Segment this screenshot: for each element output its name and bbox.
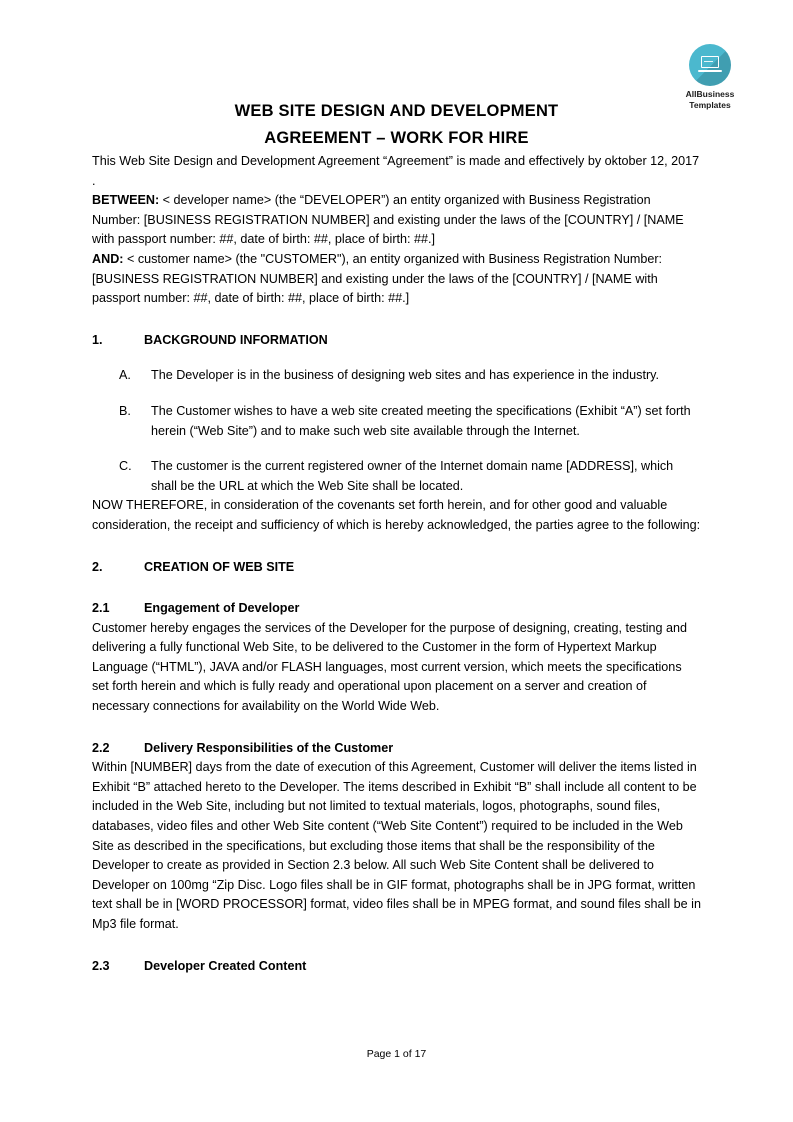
- document-body: [92, 0, 701, 976]
- between-paragraph: [92, 191, 701, 250]
- section-2-2-title: Delivery Responsibilities of the Customer: [144, 740, 394, 755]
- section-1-heading: [92, 331, 701, 351]
- section-2-3-heading: [92, 957, 701, 977]
- intro-paragraph: This Web Site Design and Development Agreement “Agreement” is made and effectively by oktober 12, 2017 .: [92, 154, 700, 188]
- section-2-3-number: 2.3: [92, 958, 110, 973]
- page-title: [92, 98, 701, 152]
- list-item-marker: A.: [119, 368, 131, 383]
- page-title-line2: AGREEMENT – WORK FOR HIRE: [264, 129, 529, 147]
- page-title-line1: WEB SITE DESIGN AND DEVELOPMENT: [234, 102, 559, 120]
- page-footer: Page 1 of 17: [366, 1048, 427, 1060]
- laptop-screen-line: [704, 61, 713, 62]
- section-2-1-title: Engagement of Developer: [144, 601, 300, 616]
- section-2-3-title: Developer Created Content: [144, 958, 307, 973]
- brand-name-line1: AllBusiness: [685, 89, 735, 99]
- list-item-text: The customer is the current registered owner of the Internet domain name [ADDRESS], which shall be the URL at which the Web Site shall be located.: [151, 459, 674, 493]
- and-text: < customer name> (the "CUSTOMER"), an entity organized with Business Registration Number: [BUSINESS REGISTRATION NUMBER] and existing under the laws of the [COUNTRY] / [NAME with passport number: ##, date of birth: ##, place of birth: ##.]: [92, 251, 663, 306]
- between-label: BETWEEN:: [92, 193, 160, 208]
- section-2-title: CREATION OF WEB SITE: [144, 559, 295, 574]
- section-2-number: 2.: [92, 559, 103, 574]
- laptop-glyph: [698, 56, 722, 74]
- now-therefore-paragraph: NOW THEREFORE, in consideration of the covenants set forth herein, and for other good and valuable consideration, the receipt and sufficiency of which is hereby acknowledged, the parties agree to the following:: [92, 498, 701, 532]
- brand-name-line2: Templates: [689, 99, 731, 110]
- between-text: < developer name> (the “DEVELOPER”) an entity organized with Business Registration Number: [BUSINESS REGISTRATION NUMBER] and existing under the laws of the [COUNTRY] / [NAME with passport number: ##, date of birth: ##, place of birth: ##.]: [92, 193, 684, 247]
- section-2-2-heading: [92, 739, 701, 759]
- section-2-2-body: Within [NUMBER] days from the date of execution of this Agreement, Customer will deliver the items listed in Exhibit “B” attached hereto to the Developer. The items described in Exhibit “B” shall include all content to be included in the Web Site, including but not limited to textual materials, logos, photographs, sound files, databases, video files and other Web Site content (“Web Site Content”) required to be included in the Web Site as described in the specifications, but excluding those items that shall be the responsibility of the Developer to create as provided in Section 2.3 below. All such Web Site Content shall be delivered to Developer on 100mg “Zip Disc. Logo files shall be in GIF format, photographs shall be in JPG format, written text shall be in [WORD PROCESSOR] format, video files shall be in MPEG format, and sound files shall be in Mp3 file format.: [92, 760, 701, 931]
- section-1-number: 1.: [92, 332, 103, 347]
- and-label: AND:: [92, 251, 124, 266]
- list-item: [92, 366, 701, 386]
- section-2-2-number: 2.2: [92, 740, 110, 755]
- list-item: [92, 402, 701, 441]
- section-2-1-heading: [92, 599, 701, 619]
- list-item-text: The Customer wishes to have a web site created meeting the specifications (Exhibit “A”) set forth herein (“Web Site”) and to make such web site available through the Internet.: [151, 403, 691, 438]
- and-paragraph: [92, 250, 701, 309]
- section-2-1-number: 2.1: [92, 601, 110, 616]
- list-item-marker: C.: [119, 459, 132, 474]
- list-item-text: The Developer is in the business of designing web sites and has experience in the industry.: [151, 368, 660, 383]
- section-2-heading: [92, 558, 701, 578]
- section-1-title: BACKGROUND INFORMATION: [144, 332, 328, 347]
- section-2-1-body: Customer hereby engages the services of the Developer for the purpose of designing, creating, testing and delivering a fully functional Web Site, to be delivered to the Customer in the form of Hypertext Markup Language (“HTML”), JAVA and/or FLASH languages, most current version, which meets the specifications set forth herein and which is fully ready and operational upon placement on a server and creation of necessary connections for availability on the World Wide Web.: [92, 620, 688, 714]
- list-item-marker: B.: [119, 403, 131, 418]
- list-item: [92, 457, 701, 496]
- laptop-base: [698, 70, 722, 73]
